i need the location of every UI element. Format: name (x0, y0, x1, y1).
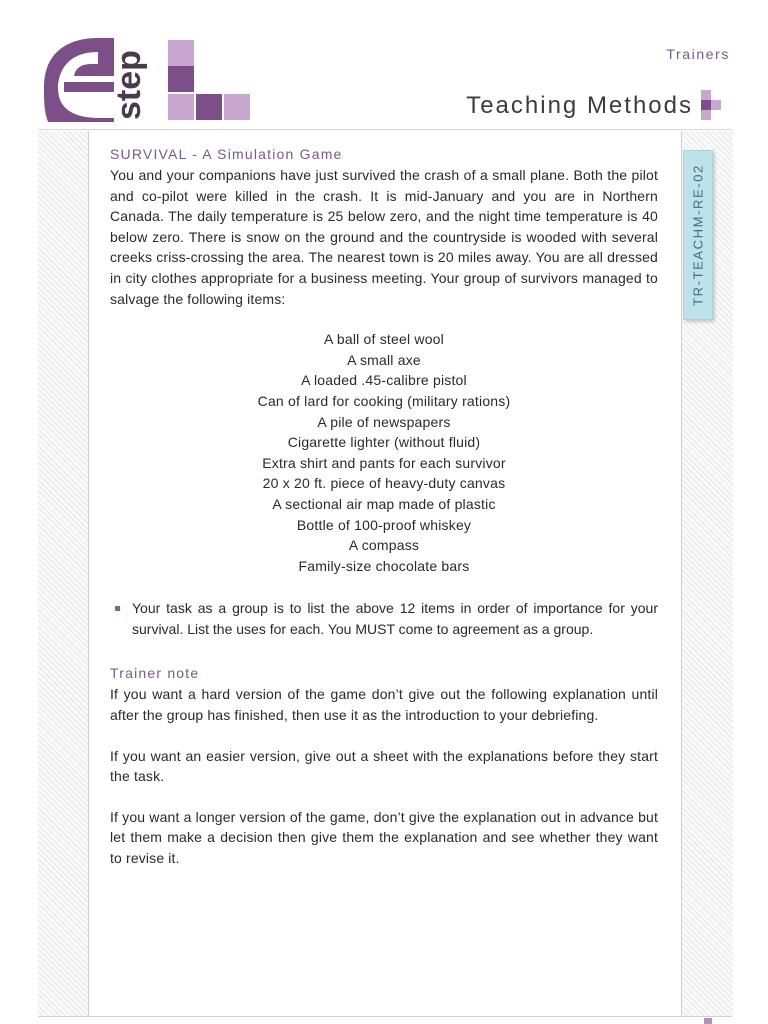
list-item: A compass (348, 537, 420, 554)
logo-step-text: step (110, 50, 148, 120)
list-item: A small axe (347, 351, 421, 368)
task-text: Your task as a group is to list the above 12 items in order of importance for your survival. List the uses for each. You MUST come to agreement as a group. (132, 600, 658, 637)
list-item: A loaded .45-calibre pistol (301, 372, 467, 389)
header-divider (38, 129, 732, 130)
logo-square (168, 66, 194, 92)
list-item: 20 x 20 ft. piece of heavy-duty canvas (262, 475, 506, 492)
task-list (110, 598, 658, 639)
list-item: Extra shirt and pants for each survivor (262, 454, 506, 471)
list-item: Cigarette lighter (without fluid) (287, 434, 481, 451)
trainer-paragraph: If you want a longer version of the game, don’t give the explanation out in advance but let them make a decision then give them the explanation and see whether they want to revise it. (110, 808, 658, 867)
page-title: Teaching Methods (466, 92, 693, 119)
left-margin-strip (38, 131, 89, 1016)
logo-e-bar (64, 82, 114, 92)
intro-paragraph: You and your companions have just survived the crash of a small plane. Both the pilot and co-pilot were killed in the crash. It is mid-January and you are in Northern Canada. The daily temperature is 25 below zero, and the night time temperature is 40 below zero. There is snow on the ground and the countryside is wooded with several creeks criss-crossing the area. The nearest town is 20 miles away. You are all dressed in city clothes appropriate for a business meeting. Your group of survivors managed to salvage the following items: (110, 167, 658, 307)
list-item: A sectional air map made of plastic (272, 495, 496, 512)
logo-square (224, 94, 250, 120)
list-item: A ball of steel wool (324, 331, 444, 348)
trainer-note-heading: Trainer note (110, 665, 200, 682)
list-item: Family-size chocolate bars (298, 557, 470, 574)
trainer-paragraph: If you want a hard version of the game don’t give out the following explanation until after the group has finished, then use it as the introduction to your debriefing. (110, 686, 658, 724)
section-heading: SURVIVAL - A Simulation Game (110, 146, 343, 162)
document-code-tab (683, 150, 713, 320)
footer-logo-fragment (704, 1018, 712, 1024)
list-item: A pile of newspapers (317, 413, 451, 430)
logo-e-shape (44, 38, 114, 122)
estep-logo (38, 36, 254, 128)
footer-divider (38, 1016, 732, 1017)
logo-square (196, 94, 222, 120)
task-item (132, 598, 658, 639)
salvaged-items-list (110, 329, 658, 576)
logo-square (168, 94, 194, 120)
header-category: Trainers (666, 46, 730, 62)
document-code: TR-TEACHM-RE-02 (690, 164, 706, 306)
main-content (110, 146, 658, 869)
list-item: Can of lard for cooking (military rations) (257, 392, 511, 409)
square-bullet-icon (115, 606, 120, 611)
list-item: Bottle of 100-proof whiskey (296, 516, 472, 533)
title-squares-icon (701, 90, 727, 122)
trainer-paragraph: If you want an easier version, give out a sheet with the explanations before they start the task. (110, 747, 658, 785)
logo-square (168, 40, 194, 66)
